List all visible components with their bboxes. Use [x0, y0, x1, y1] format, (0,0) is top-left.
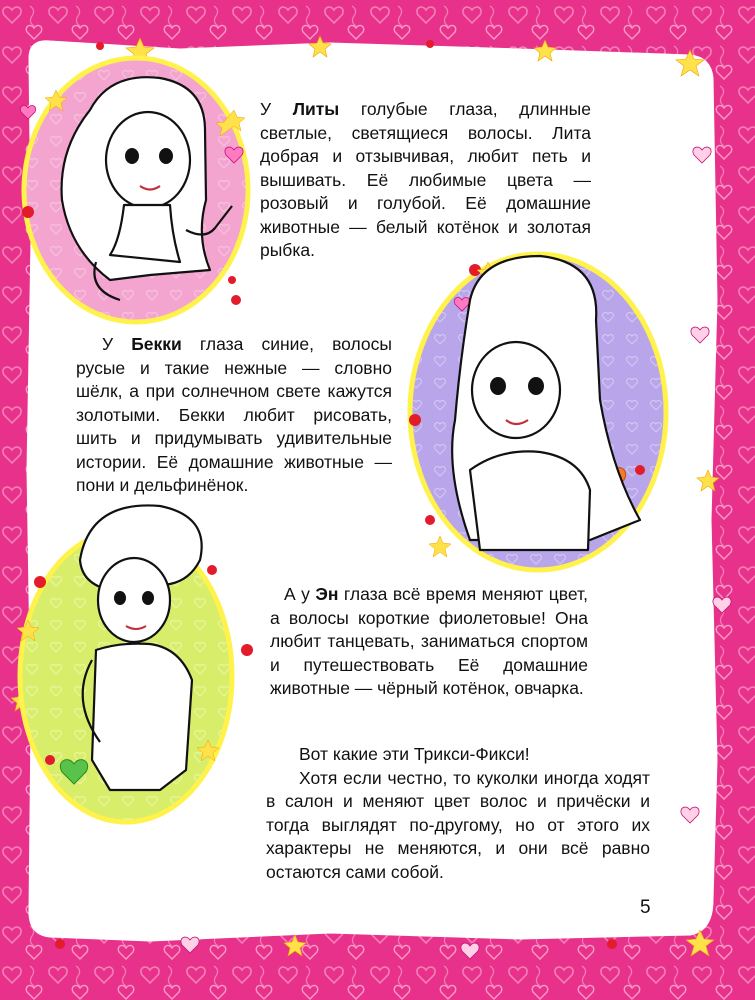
becky-description: глаза синие, волосы русые и такие нежные — словно шёлк, а при солнечном свете кажутся золотыми. Бекки любит рисовать, шить и придумывать удивительные истории. Её домашние животные — пони и дельфинёнок.	[76, 334, 392, 495]
lita-paragraph	[260, 98, 591, 263]
en-name: Эн	[315, 584, 339, 604]
becky-name: Бекки	[131, 334, 182, 354]
lita-description: голубые глаза, длинные светлые, светящиеся волосы. Лита добрая и отзывчивая, любит петь и вышивать. Её любимые цвета — розовый и голубой. Её домашние животные — белый котёнок и золотая рыбка.	[260, 99, 591, 260]
lita-name: Литы	[292, 99, 340, 119]
conclusion-first-line: Вот какие эти Трикси-Фикси!	[299, 744, 530, 764]
becky-paragraph	[76, 333, 392, 498]
en-intro: А у	[284, 584, 316, 604]
conclusion-paragraph: Хотя если честно, то куколки иногда ходят в салон и меняют цвет волос и причёски и тогда выглядят по-другому, но от этого их характеры не меняются, и они всё равно остаются сами собой.	[266, 767, 650, 882]
en-paragraph	[270, 583, 588, 701]
lita-intro: У	[260, 99, 293, 119]
page-number: 5	[640, 897, 651, 918]
en-description: глаза всё время меняют цвет, а волосы короткие фиолетовые! Она любит танцевать, заниматься спортом и путешествовать Её домашние животные — чёрный котёнок, овчарка.	[270, 584, 588, 698]
becky-intro: У	[102, 334, 132, 354]
conclusion-block	[266, 743, 650, 884]
